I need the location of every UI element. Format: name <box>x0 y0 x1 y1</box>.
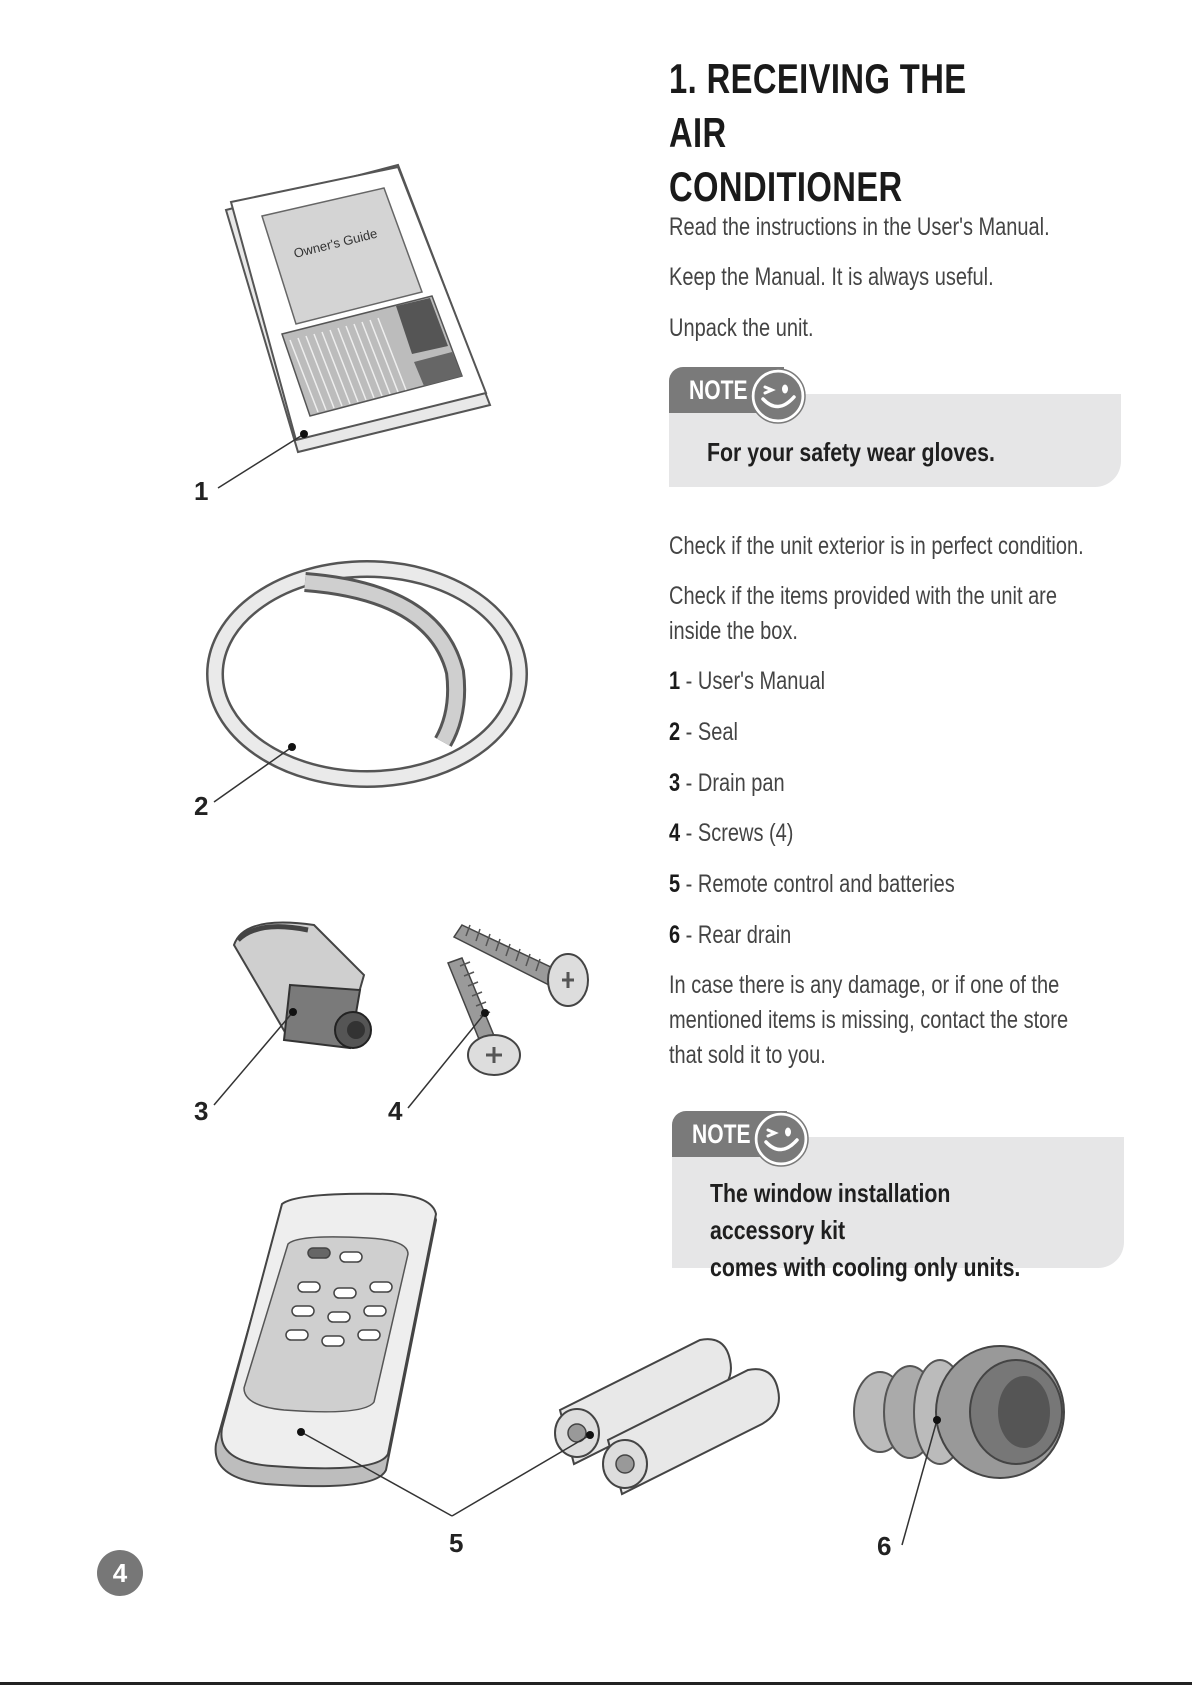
list-item: 4 - Screws (4) <box>669 819 794 847</box>
batteries <box>555 1339 779 1494</box>
screws <box>408 925 588 1108</box>
rear-drain <box>854 1346 1064 1545</box>
owners-guide-booklet <box>218 165 490 488</box>
seal <box>214 569 519 802</box>
title-line-1: 1. RECEIVING THE AIR <box>669 55 967 156</box>
figure-label-5: 5 <box>449 1528 464 1558</box>
note-accessory-text: The window installation accessory kit comes with cooling only units. <box>710 1178 1021 1282</box>
page-number-badge <box>97 1550 143 1596</box>
figure-label-6: 6 <box>877 1531 892 1561</box>
booklet-cover-text: Owner's Guide <box>292 225 379 261</box>
list-item: 1 - User's Manual <box>669 667 826 695</box>
list-item: 5 - Remote control and batteries <box>669 870 955 898</box>
list-item: 6 - Rear drain <box>669 921 792 949</box>
intro-unpack: Unpack the unit. <box>669 314 814 342</box>
figure-label-2: 2 <box>194 791 209 821</box>
check-items: Check if the items provided with the unit are inside the box. <box>669 582 1057 645</box>
note-safety-text: For your safety wear gloves. <box>707 437 995 467</box>
figure-label-1: 1 <box>194 476 209 506</box>
figure-label-3: 3 <box>194 1096 209 1126</box>
check-exterior: Check if the unit exterior is in perfect condition. <box>669 532 1084 560</box>
page-number: 4 <box>112 1557 128 1588</box>
damage-paragraph: In case there is any damage, or if one of the mentioned items is missing, contact the store that sold it to you. <box>669 971 1069 1069</box>
list-item: 3 - Drain pan <box>669 769 785 797</box>
title-line-2: CONDITIONER <box>669 163 903 210</box>
figure-label-4: 4 <box>388 1096 403 1126</box>
drain-pan <box>214 923 371 1106</box>
intro-read: Read the instructions in the User's Manual. <box>669 213 1050 241</box>
note-label: NOTE <box>689 374 748 405</box>
remote-control <box>216 1194 436 1486</box>
list-item: 2 - Seal <box>669 718 738 746</box>
intro-keep: Keep the Manual. It is always useful. <box>669 263 994 291</box>
note-label: NOTE <box>692 1118 751 1149</box>
